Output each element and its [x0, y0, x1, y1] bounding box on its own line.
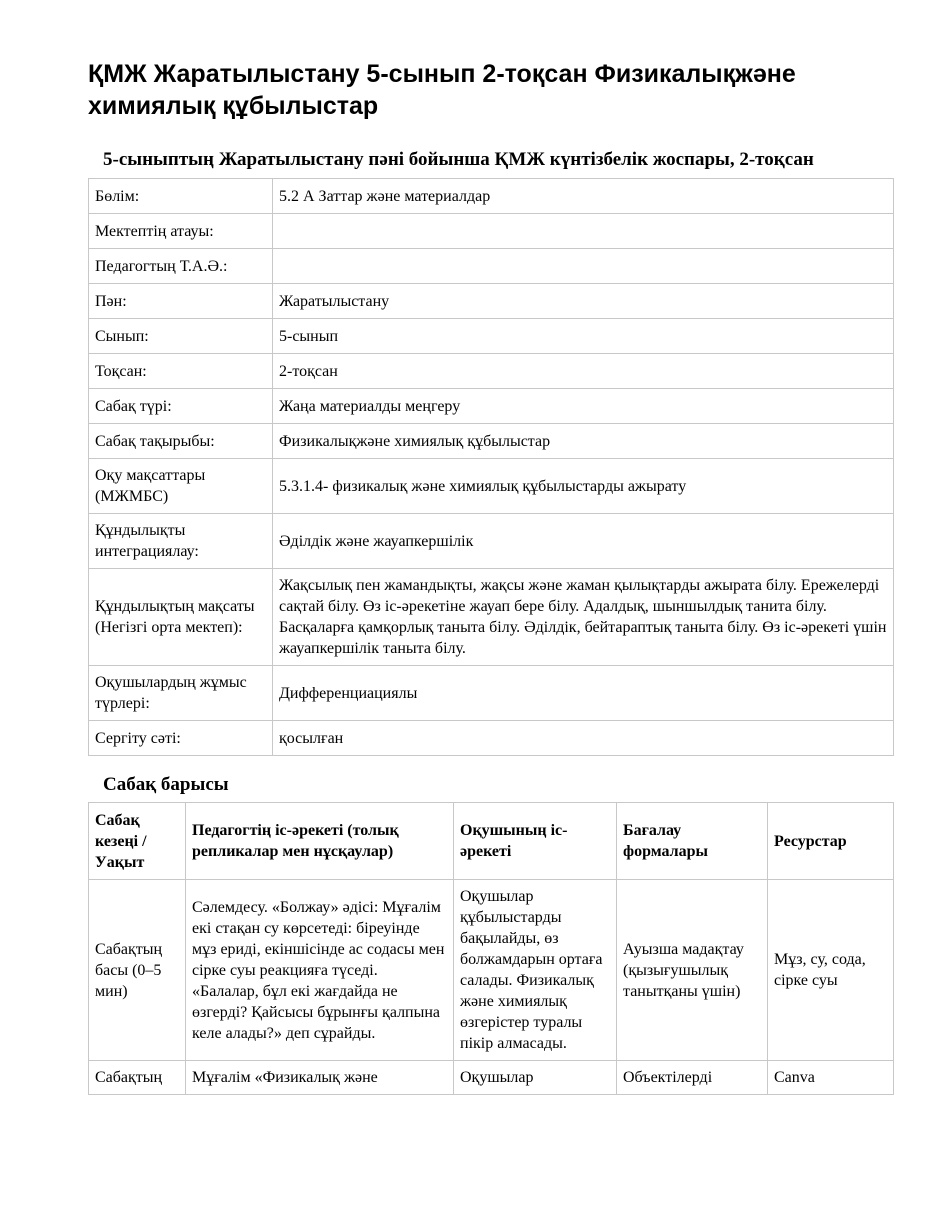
lesson-resources: Canva — [768, 1061, 894, 1095]
info-value: Дифференциациялы — [273, 666, 894, 721]
column-header-teacher: Педагогтің іс-әрекеті (толық репликалар мен нұсқаулар) — [186, 803, 454, 880]
info-value: Әділдік және жауапкершілік — [273, 514, 894, 569]
info-label: Сынып: — [89, 319, 273, 354]
info-label: Құндылықты интеграциялау: — [89, 514, 273, 569]
lesson-teacher-activity: Сәлемдесу. «Болжау» әдісі: Мұғалім екі стақан су көрсетеді: біреуінде мұз ериді, екіншісінде ас содасы мен сірке суы реакцияға түседі. «Балалар, бұл екі жағдайда не өзгерді? Қайсысы бұрынғы қалпына келе алады?» деп сұрайды. — [186, 880, 454, 1061]
lesson-assessment: Ауызша мадақтау (қызығушылық танытқаны үшін) — [617, 880, 768, 1061]
info-row — [89, 666, 894, 721]
document-title: ҚМЖ Жаратылыстану 5-сынып 2-тоқсан Физикалықжәне химиялық құбылыстар — [88, 60, 796, 120]
lesson-student-activity: Оқушылар — [454, 1061, 617, 1095]
info-row — [89, 214, 894, 249]
info-label: Сабақ түрі: — [89, 389, 273, 424]
info-label: Құндылықтың мақсаты (Негізгі орта мектеп): — [89, 569, 273, 666]
lesson-teacher-activity: Мұғалім «Физикалық және — [186, 1061, 454, 1095]
info-label: Сергіту сәті: — [89, 721, 273, 756]
column-header-stage: Сабақ кезеңі / Уақыт — [89, 803, 186, 880]
info-label: Мектептің атауы: — [89, 214, 273, 249]
info-row — [89, 179, 894, 214]
info-label: Оқушылардың жұмыс түрлері: — [89, 666, 273, 721]
info-row — [89, 569, 894, 666]
info-row — [89, 424, 894, 459]
info-value: 5.3.1.4- физикалық және химиялық құбылыстарды ажырату — [273, 459, 894, 514]
lesson-header-row — [89, 803, 894, 880]
column-header-resources: Ресурстар — [768, 803, 894, 880]
plan-subtitle: 5-сыныптың Жаратылыстану пәні бойынша ҚМЖ күнтізбелік жоспары, 2-тоқсан — [103, 149, 814, 170]
info-value: 5-сынып — [273, 319, 894, 354]
lesson-row — [89, 1061, 894, 1095]
info-value — [273, 214, 894, 249]
info-value: 5.2 А Заттар және материалдар — [273, 179, 894, 214]
lesson-row — [89, 880, 894, 1061]
info-table — [88, 178, 894, 756]
info-row — [89, 319, 894, 354]
lesson-resources: Мұз, су, сода, сірке суы — [768, 880, 894, 1061]
info-row — [89, 249, 894, 284]
column-header-assessment: Бағалау формалары — [617, 803, 768, 880]
info-value: Жақсылық пен жамандықты, жақсы және жаман қылықтарды ажырата білу. Ережелерді сақтай білу. Өз іс-әрекетіне жауап бере білу. Адалдық, шыншылдық танита білу. Басқаларға қамқорлық таныта білу. Әділдік, бейтараптық таныта білу. Өз іс-әрекеті үшін жауапкершілік таныта білу. — [273, 569, 894, 666]
info-row — [89, 459, 894, 514]
lesson-student-activity: Оқушылар құбылыстарды бақылайды, өз болжамдарын ортаға салады. Физикалық және химиялық өзгерістер туралы пікір алмасады. — [454, 880, 617, 1061]
info-row — [89, 284, 894, 319]
info-value: 2-тоқсан — [273, 354, 894, 389]
info-value: Физикалықжәне химиялық құбылыстар — [273, 424, 894, 459]
lesson-stage: Сабақтың — [89, 1061, 186, 1095]
lesson-section-title: Сабақ барысы — [103, 774, 229, 795]
lesson-table — [88, 802, 894, 1095]
info-value: Жаңа материалды меңгеру — [273, 389, 894, 424]
lesson-assessment: Объектілерді — [617, 1061, 768, 1095]
info-label: Педагогтың Т.А.Ә.: — [89, 249, 273, 284]
info-label: Бөлім: — [89, 179, 273, 214]
column-header-student: Оқушының іс-әрекеті — [454, 803, 617, 880]
document-page — [88, 58, 893, 1095]
info-value — [273, 249, 894, 284]
info-row — [89, 514, 894, 569]
info-row — [89, 721, 894, 756]
info-row — [89, 389, 894, 424]
info-label: Пән: — [89, 284, 273, 319]
info-value: қосылған — [273, 721, 894, 756]
info-value: Жаратылыстану — [273, 284, 894, 319]
info-label: Сабақ тақырыбы: — [89, 424, 273, 459]
info-row — [89, 354, 894, 389]
lesson-stage: Сабақтың басы (0–5 мин) — [89, 880, 186, 1061]
info-label: Тоқсан: — [89, 354, 273, 389]
info-label: Оқу мақсаттары (МЖМБС) — [89, 459, 273, 514]
